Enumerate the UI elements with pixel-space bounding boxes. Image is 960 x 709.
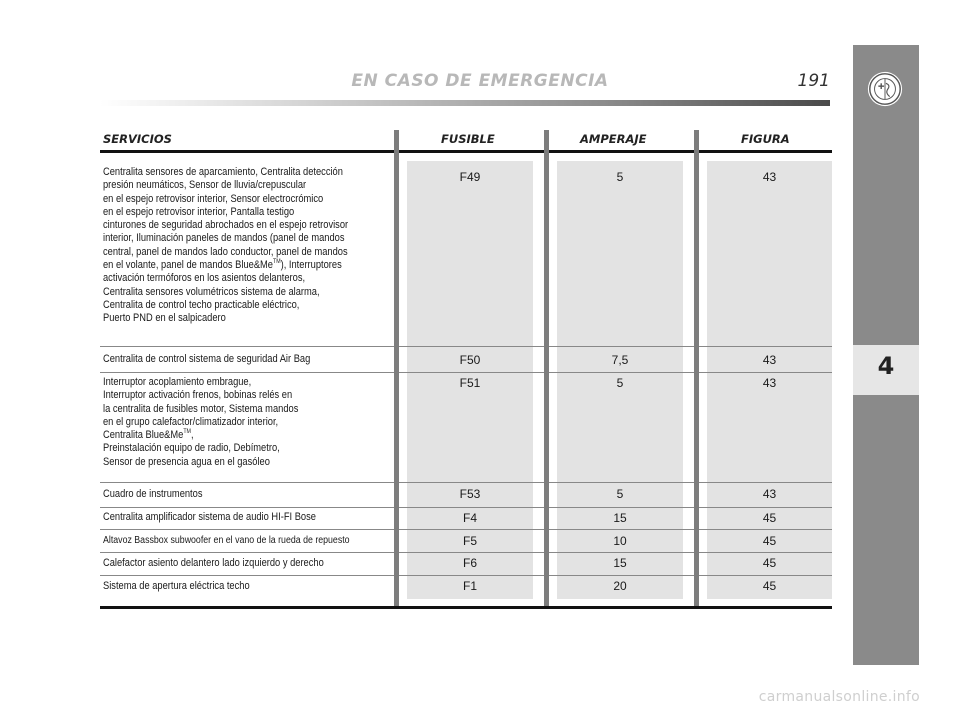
figure-cell: 45 (762, 579, 777, 593)
table-row-services: Altavoz Bassbox subwoofer en el vano de la rueda de repuesto (103, 535, 350, 546)
fuse-cell: F4 (462, 511, 477, 525)
fuse-cell: F51 (459, 376, 481, 390)
table-row-services: Cuadro de instrumentos (103, 488, 203, 500)
figure-cell: 45 (762, 511, 777, 525)
fuse-cell: F6 (462, 556, 477, 570)
row-divider (100, 507, 832, 508)
amperage-cell: 15 (613, 511, 627, 525)
figure-cell: 43 (762, 487, 777, 501)
column-header-services: SERVICIOS (103, 132, 172, 146)
fuse-cell: F50 (459, 353, 481, 367)
amperage-cell: 10 (613, 534, 627, 548)
figure-cell: 43 (762, 376, 777, 390)
amperage-cell: 5 (616, 170, 624, 184)
column-separator (694, 130, 699, 608)
figure-cell: 43 (762, 170, 777, 184)
row-divider (100, 372, 832, 373)
row-divider (100, 552, 832, 553)
row-divider (100, 575, 832, 576)
table-row-services: Calefactor asiento delantero lado izquierdo y derecho (103, 557, 324, 569)
amperage-cell: 20 (613, 579, 627, 593)
figure-cell: 45 (762, 556, 777, 570)
fuse-cell: F49 (459, 170, 481, 184)
section-title: EN CASO DE EMERGENCIA (351, 71, 609, 91)
table-row-services: Centralita de control sistema de seguridad Air Bag (103, 353, 311, 365)
table-row-services: Centralita amplificador sistema de audio HI-FI Bose (103, 511, 316, 523)
row-divider (100, 482, 832, 483)
column-header-figure: FIGURA (741, 132, 790, 146)
page-number: 191 (797, 71, 830, 91)
amperage-cell: 15 (613, 556, 627, 570)
fuse-cell: F5 (462, 534, 477, 548)
fuse-cell: F1 (462, 579, 477, 593)
row-divider (100, 529, 832, 530)
table-row-services: Interruptor acoplamiento embrague, Interruptor activación frenos, bobinas relés en la centralita de fusibles motor, Sistema mandos en el grupo calefactor/climatizador interior, Centralita Blue&Me™, Preinstalación equipo de radio, Debímetro, Sensor de presencia agua en el gasóleo (103, 376, 299, 468)
table-row-services: Centralita sensores de aparcamiento, Centralita detección presión neumáticos, Sensor de lluvia/crepuscular en el espejo retrovisor interior, Sensor electrocrómico en el espejo retrovisor interior, Pantalla testigo cinturones de seguridad abrochados en el espejo retrovisor interior, Iluminación paneles de mandos (panel de mandos central, panel de mandos lado conductor, panel de mandos en el volante, panel de mandos Blue&Me™), Interruptores activación termóforos en los asientos delanteros, Centralita sensores volumétricos sistema de alarma, Centralita de control techo practicable eléctrico, Puerto PND en el salpicadero (103, 166, 349, 325)
table-row-services: Sistema de apertura eléctrica techo (103, 580, 250, 592)
column-header-fuse: FUSIBLE (441, 132, 495, 146)
watermark: carmanualsonline.info (758, 689, 920, 705)
table-bottom-rule (100, 606, 832, 609)
amperage-cell: 5 (616, 376, 624, 390)
header-rule (100, 100, 830, 106)
chapter-number: 4 (877, 352, 895, 380)
column-separator (394, 130, 399, 608)
amperage-cell: 7,5 (611, 353, 629, 367)
column-separator (544, 130, 549, 608)
row-divider (100, 346, 832, 347)
figure-cell: 45 (762, 534, 777, 548)
table-top-rule (100, 150, 832, 153)
amperage-cell: 5 (616, 487, 624, 501)
figure-cell: 43 (762, 353, 777, 367)
fuse-cell: F53 (459, 487, 481, 501)
alfa-romeo-logo-icon (866, 70, 904, 108)
column-header-amperage: AMPERAJE (580, 132, 647, 146)
side-tab-lower (853, 395, 919, 665)
